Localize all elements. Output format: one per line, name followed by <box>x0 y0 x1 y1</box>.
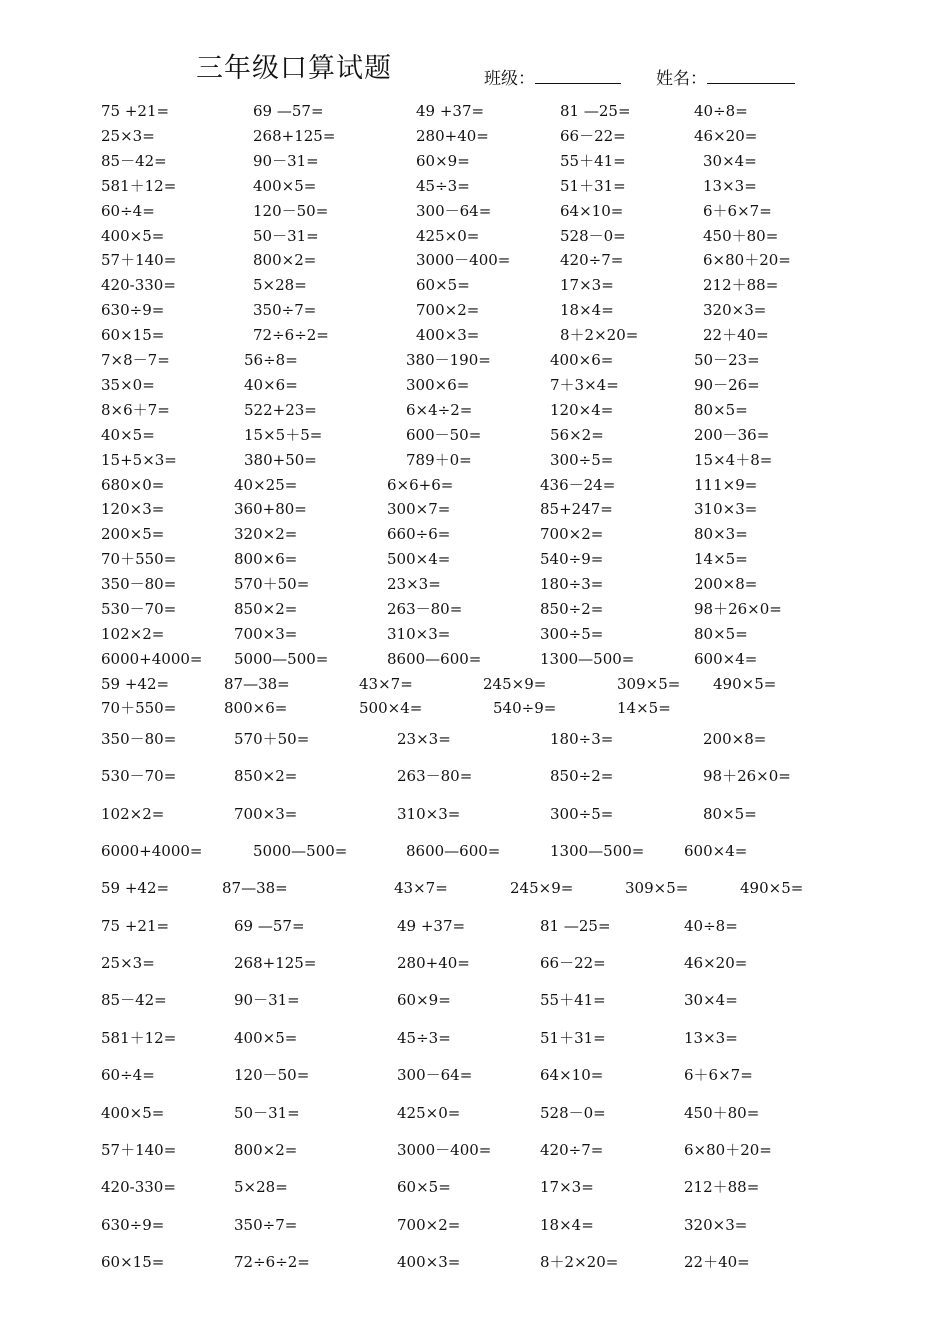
arithmetic-problem: 200×5= <box>101 525 165 544</box>
class-label: 班级： <box>484 69 535 89</box>
arithmetic-problem: 56×2= <box>550 425 604 444</box>
arithmetic-problem: 320×3= <box>703 301 767 320</box>
arithmetic-problem: 3000－400= <box>397 1140 492 1159</box>
arithmetic-problem: 90－31= <box>253 151 319 170</box>
arithmetic-problem: 425×0= <box>397 1103 461 1122</box>
arithmetic-problem: 180÷3= <box>540 575 604 594</box>
arithmetic-problem: 55＋41= <box>560 151 626 170</box>
problem-row <box>0 200 950 222</box>
arithmetic-problem: 420-330= <box>101 1178 176 1197</box>
arithmetic-problem: 309×5= <box>617 674 681 693</box>
problem-row <box>0 299 950 321</box>
arithmetic-problem: 5×28= <box>253 276 307 295</box>
problem-row <box>0 598 950 620</box>
arithmetic-problem: 1300—500= <box>540 649 635 668</box>
problem-row <box>0 249 950 271</box>
arithmetic-problem: 50－31= <box>234 1103 300 1122</box>
arithmetic-problem: 30×4= <box>703 151 757 170</box>
arithmetic-problem: 350÷7= <box>253 301 317 320</box>
arithmetic-problem: 80×5= <box>694 624 748 643</box>
arithmetic-problem: 120－50= <box>234 1066 310 1085</box>
arithmetic-problem: 56÷8= <box>244 351 298 369</box>
arithmetic-problem: 800×6= <box>234 550 298 569</box>
arithmetic-problem: 8600—600= <box>387 649 482 668</box>
arithmetic-problem: 6000+4000= <box>101 649 203 668</box>
arithmetic-problem: 60×5= <box>416 276 470 295</box>
arithmetic-problem: 64×10= <box>540 1066 604 1085</box>
arithmetic-problem: 540÷9= <box>540 550 604 569</box>
arithmetic-problem: 850×2= <box>234 600 298 618</box>
arithmetic-problem: 600×4= <box>684 842 748 861</box>
arithmetic-problem: 500×4= <box>359 699 423 717</box>
arithmetic-problem: 60×5= <box>397 1178 451 1197</box>
arithmetic-problem: 6×4÷2= <box>406 400 473 419</box>
arithmetic-problem: 850÷2= <box>550 767 614 786</box>
arithmetic-problem: 120×3= <box>101 500 165 519</box>
arithmetic-problem: 70＋550= <box>101 550 177 569</box>
arithmetic-problem: 85－42= <box>101 991 167 1010</box>
arithmetic-problem: 5000—500= <box>253 842 348 861</box>
arithmetic-problem: 263－80= <box>387 600 463 618</box>
arithmetic-problem: 245×9= <box>510 879 574 898</box>
arithmetic-problem: 69 —57= <box>234 916 305 935</box>
problem-row <box>0 449 950 471</box>
arithmetic-problem: 425×0= <box>416 226 480 245</box>
arithmetic-problem: 22＋40= <box>703 326 769 345</box>
problem-row <box>0 225 950 247</box>
problem-row <box>0 399 950 421</box>
arithmetic-problem: 500×4= <box>387 550 451 569</box>
arithmetic-problem: 212＋88= <box>703 276 779 295</box>
arithmetic-problem: 6000+4000= <box>101 842 203 861</box>
arithmetic-problem: 75 +21= <box>101 102 170 120</box>
arithmetic-problem: 60×9= <box>397 991 451 1010</box>
arithmetic-problem: 850×2= <box>234 767 298 786</box>
arithmetic-problem: 40×5= <box>101 425 155 444</box>
arithmetic-problem: 90－26= <box>694 375 760 394</box>
arithmetic-problem: 400×5= <box>101 1103 165 1122</box>
problem-row <box>0 424 950 446</box>
arithmetic-problem: 400×5= <box>234 1028 298 1047</box>
arithmetic-problem: 40×25= <box>234 475 298 494</box>
arithmetic-problem: 69 —57= <box>253 102 324 120</box>
arithmetic-problem: 81 —25= <box>560 102 631 120</box>
arithmetic-problem: 380+50= <box>244 450 317 469</box>
arithmetic-problem: 8＋2×20= <box>540 1252 619 1271</box>
arithmetic-problem: 700×2= <box>540 525 604 544</box>
arithmetic-problem: 600×4= <box>694 649 758 668</box>
arithmetic-problem: 5×28= <box>234 1178 288 1197</box>
problem-row <box>0 1027 950 1049</box>
arithmetic-problem: 700×2= <box>416 301 480 320</box>
arithmetic-problem: 309×5= <box>625 879 689 898</box>
arithmetic-problem: 75 +21= <box>101 916 170 935</box>
problem-row <box>0 573 950 595</box>
arithmetic-problem: 300÷5= <box>550 450 614 469</box>
problem-row <box>0 623 950 645</box>
problem-row <box>0 1139 950 1161</box>
arithmetic-problem: 90－31= <box>234 991 300 1010</box>
problem-row <box>0 803 950 825</box>
arithmetic-problem: 528－0= <box>540 1103 606 1122</box>
arithmetic-problem: 320×3= <box>684 1215 748 1234</box>
arithmetic-problem: 268+125= <box>253 126 336 145</box>
arithmetic-problem: 50－31= <box>253 226 319 245</box>
arithmetic-problem: 59 +42= <box>101 879 170 898</box>
arithmetic-problem: 85+247= <box>540 500 613 519</box>
arithmetic-problem: 120－50= <box>253 201 329 220</box>
arithmetic-problem: 310×3= <box>387 624 451 643</box>
arithmetic-problem: 80×5= <box>694 400 748 419</box>
arithmetic-problem: 60×15= <box>101 1252 165 1271</box>
arithmetic-problem: 40÷8= <box>684 916 738 935</box>
arithmetic-problem: 13×3= <box>684 1028 738 1047</box>
problem-row <box>0 100 950 122</box>
arithmetic-problem: 51＋31= <box>540 1028 606 1047</box>
arithmetic-problem: 80×3= <box>694 525 748 544</box>
arithmetic-problem: 17×3= <box>540 1178 594 1197</box>
name-blank-line[interactable] <box>707 65 795 84</box>
arithmetic-problem: 570＋50= <box>234 730 310 748</box>
arithmetic-problem: 6×80＋20= <box>703 251 791 270</box>
arithmetic-problem: 70＋550= <box>101 699 177 717</box>
arithmetic-problem: 72÷6÷2= <box>234 1252 310 1271</box>
problem-row <box>0 274 950 296</box>
arithmetic-problem: 14×5= <box>694 550 748 569</box>
arithmetic-problem: 59 +42= <box>101 674 170 693</box>
arithmetic-problem: 14×5= <box>617 699 671 717</box>
arithmetic-problem: 81 —25= <box>540 916 611 935</box>
arithmetic-problem: 5000—500= <box>234 649 329 668</box>
arithmetic-problem: 51＋31= <box>560 176 626 195</box>
arithmetic-problem: 60×9= <box>416 151 470 170</box>
arithmetic-problem: 18×4= <box>560 301 614 320</box>
class-blank-line[interactable] <box>535 65 621 84</box>
arithmetic-problem: 350－80= <box>101 575 177 594</box>
arithmetic-problem: 87—38= <box>224 674 290 693</box>
arithmetic-problem: 530－70= <box>101 767 177 786</box>
arithmetic-problem: 300－64= <box>416 201 492 220</box>
problem-row <box>0 697 950 719</box>
arithmetic-problem: 310×3= <box>694 500 758 519</box>
arithmetic-problem: 300×6= <box>406 375 470 394</box>
problem-row <box>0 498 950 520</box>
problem-row <box>0 150 950 172</box>
arithmetic-problem: 7＋3×4= <box>550 375 619 394</box>
arithmetic-problem: 700×2= <box>397 1215 461 1234</box>
arithmetic-problem: 23×3= <box>387 575 441 594</box>
arithmetic-problem: 490×5= <box>740 879 804 898</box>
problem-row <box>0 349 950 371</box>
arithmetic-problem: 320×2= <box>234 525 298 544</box>
arithmetic-problem: 180÷3= <box>550 730 614 748</box>
arithmetic-problem: 300÷5= <box>550 804 614 823</box>
arithmetic-problem: 300×7= <box>387 500 451 519</box>
arithmetic-problem: 35×0= <box>101 375 155 394</box>
arithmetic-problem: 45÷3= <box>416 176 470 195</box>
arithmetic-problem: 630÷9= <box>101 301 165 320</box>
arithmetic-problem: 400×3= <box>416 326 480 345</box>
problem-row <box>0 1176 950 1198</box>
arithmetic-problem: 46×20= <box>694 126 758 145</box>
problem-row <box>0 1251 950 1273</box>
arithmetic-problem: 280+40= <box>397 954 470 973</box>
arithmetic-problem: 380－190= <box>406 351 491 369</box>
arithmetic-problem: 600－50= <box>406 425 482 444</box>
problem-row <box>0 474 950 496</box>
arithmetic-problem: 800×2= <box>234 1140 298 1159</box>
problem-row <box>0 125 950 147</box>
name-label: 姓名： <box>656 69 707 89</box>
arithmetic-problem: 245×9= <box>483 674 547 693</box>
arithmetic-problem: 350－80= <box>101 730 177 748</box>
arithmetic-problem: 850÷2= <box>540 600 604 618</box>
arithmetic-problem: 25×3= <box>101 126 155 145</box>
problem-row <box>0 1214 950 1236</box>
arithmetic-problem: 268+125= <box>234 954 317 973</box>
arithmetic-problem: 263－80= <box>397 767 473 786</box>
arithmetic-problem: 6×6+6= <box>387 475 454 494</box>
arithmetic-problem: 280+40= <box>416 126 489 145</box>
arithmetic-problem: 46×20= <box>684 954 748 973</box>
arithmetic-problem: 22＋40= <box>684 1252 750 1271</box>
class-field <box>484 64 621 89</box>
arithmetic-problem: 310×3= <box>397 804 461 823</box>
arithmetic-problem: 13×3= <box>703 176 757 195</box>
arithmetic-problem: 490×5= <box>713 674 777 693</box>
arithmetic-problem: 212＋88= <box>684 1178 760 1197</box>
arithmetic-problem: 528－0= <box>560 226 626 245</box>
arithmetic-problem: 15+5×3= <box>101 450 177 469</box>
arithmetic-problem: 98＋26×0= <box>703 767 791 786</box>
arithmetic-problem: 700×3= <box>234 624 298 643</box>
arithmetic-problem: 85－42= <box>101 151 167 170</box>
arithmetic-problem: 55＋41= <box>540 991 606 1010</box>
arithmetic-problem: 436－24= <box>540 475 616 494</box>
arithmetic-problem: 30×4= <box>684 991 738 1010</box>
arithmetic-problem: 200×8= <box>703 730 767 748</box>
problem-row <box>0 877 950 899</box>
arithmetic-problem: 49 +37= <box>397 916 466 935</box>
arithmetic-problem: 6＋6×7= <box>703 201 772 220</box>
arithmetic-problem: 360+80= <box>234 500 307 519</box>
arithmetic-problem: 420-330= <box>101 276 176 295</box>
arithmetic-problem: 522+23= <box>244 400 317 419</box>
arithmetic-problem: 8×6＋7= <box>101 400 170 419</box>
arithmetic-problem: 57＋140= <box>101 251 177 270</box>
arithmetic-problem: 7×8－7= <box>101 351 170 369</box>
name-field <box>656 64 795 89</box>
problem-row <box>0 648 950 670</box>
arithmetic-problem: 789＋0= <box>406 450 472 469</box>
arithmetic-problem: 80×5= <box>703 804 757 823</box>
arithmetic-problem: 87—38= <box>222 879 288 898</box>
arithmetic-problem: 700×3= <box>234 804 298 823</box>
problem-row <box>0 915 950 937</box>
arithmetic-problem: 23×3= <box>397 730 451 748</box>
arithmetic-problem: 530－70= <box>101 600 177 618</box>
arithmetic-problem: 660÷6= <box>387 525 451 544</box>
arithmetic-problem: 66－22= <box>560 126 626 145</box>
arithmetic-problem: 57＋140= <box>101 1140 177 1159</box>
problem-row <box>0 548 950 570</box>
arithmetic-problem: 581＋12= <box>101 176 177 195</box>
problem-row <box>0 840 950 862</box>
problem-row <box>0 374 950 396</box>
problem-row <box>0 523 950 545</box>
problem-row <box>0 673 950 695</box>
arithmetic-problem: 680×0= <box>101 475 165 494</box>
arithmetic-problem: 350÷7= <box>234 1215 298 1234</box>
arithmetic-problem: 581＋12= <box>101 1028 177 1047</box>
problem-row <box>0 765 950 787</box>
arithmetic-problem: 98＋26×0= <box>694 600 782 618</box>
problem-row <box>0 989 950 1011</box>
arithmetic-problem: 300－64= <box>397 1066 473 1085</box>
arithmetic-problem: 102×2= <box>101 804 165 823</box>
arithmetic-problem: 120×4= <box>550 400 614 419</box>
arithmetic-problem: 102×2= <box>101 624 165 643</box>
arithmetic-problem: 400×6= <box>550 351 614 369</box>
arithmetic-problem: 66－22= <box>540 954 606 973</box>
arithmetic-problem: 64×10= <box>560 201 624 220</box>
arithmetic-problem: 200－36= <box>694 425 770 444</box>
arithmetic-problem: 800×6= <box>224 699 288 717</box>
arithmetic-problem: 3000－400= <box>416 251 511 270</box>
arithmetic-problem: 400×3= <box>397 1252 461 1271</box>
arithmetic-problem: 25×3= <box>101 954 155 973</box>
arithmetic-problem: 570＋50= <box>234 575 310 594</box>
arithmetic-problem: 15×5＋5= <box>244 425 323 444</box>
arithmetic-problem: 6＋6×7= <box>684 1066 753 1085</box>
problem-row <box>0 1064 950 1086</box>
arithmetic-problem: 40÷8= <box>694 102 748 120</box>
page-title: 三年级口算试题 <box>196 53 392 84</box>
arithmetic-problem: 800×2= <box>253 251 317 270</box>
arithmetic-problem: 8600—600= <box>406 842 501 861</box>
arithmetic-problem: 8＋2×20= <box>560 326 639 345</box>
arithmetic-problem: 15×4＋8= <box>694 450 773 469</box>
problem-row <box>0 1102 950 1124</box>
arithmetic-problem: 111×9= <box>694 475 758 494</box>
arithmetic-problem: 43×7= <box>394 879 448 898</box>
arithmetic-problem: 49 +37= <box>416 102 485 120</box>
problem-row <box>0 175 950 197</box>
arithmetic-problem: 450＋80= <box>703 226 779 245</box>
arithmetic-problem: 450＋80= <box>684 1103 760 1122</box>
arithmetic-problem: 6×80＋20= <box>684 1140 772 1159</box>
arithmetic-problem: 50－23= <box>694 351 760 369</box>
arithmetic-problem: 400×5= <box>253 176 317 195</box>
arithmetic-problem: 43×7= <box>359 674 413 693</box>
problem-row <box>0 324 950 346</box>
arithmetic-problem: 1300—500= <box>550 842 645 861</box>
arithmetic-problem: 60÷4= <box>101 1066 155 1085</box>
arithmetic-problem: 45÷3= <box>397 1028 451 1047</box>
arithmetic-problem: 17×3= <box>560 276 614 295</box>
arithmetic-problem: 540÷9= <box>493 699 557 717</box>
arithmetic-problem: 300÷5= <box>540 624 604 643</box>
arithmetic-problem: 200×8= <box>694 575 758 594</box>
arithmetic-problem: 60÷4= <box>101 201 155 220</box>
arithmetic-problem: 72÷6÷2= <box>253 326 329 345</box>
arithmetic-problem: 18×4= <box>540 1215 594 1234</box>
arithmetic-problem: 40×6= <box>244 375 298 394</box>
problem-row <box>0 952 950 974</box>
arithmetic-problem: 420÷7= <box>540 1140 604 1159</box>
arithmetic-problem: 630÷9= <box>101 1215 165 1234</box>
arithmetic-problem: 60×15= <box>101 326 165 345</box>
arithmetic-problem: 420÷7= <box>560 251 624 270</box>
arithmetic-problem: 400×5= <box>101 226 165 245</box>
problem-row <box>0 728 950 750</box>
